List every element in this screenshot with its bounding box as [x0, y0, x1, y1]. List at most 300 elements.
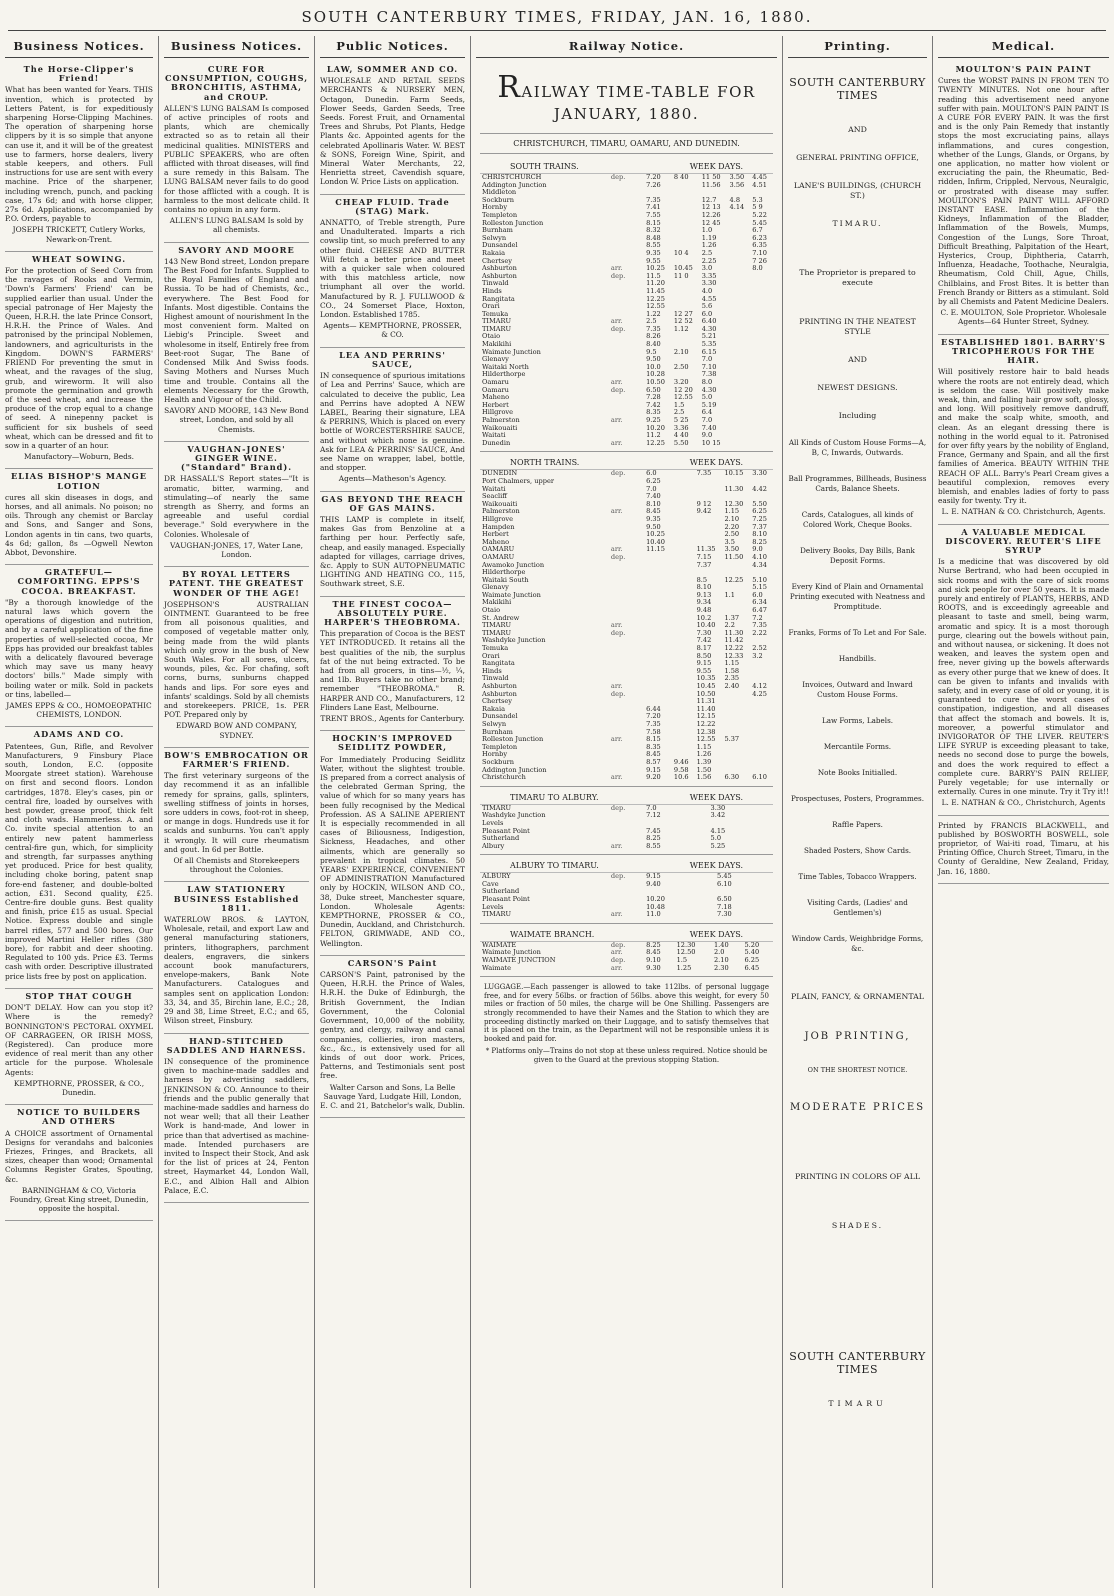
- advertisement: [164, 62, 309, 243]
- departure-time: 8.25: [646, 940, 661, 949]
- departure-time: 5.35: [701, 340, 717, 349]
- departure-time: [750, 364, 773, 372]
- printing-title: SOUTH CANTERBURY TIMES: [789, 76, 926, 102]
- advertisement-body: CARSON'S Paint, patronised by the Queen, H.R.H. the Prince of Wales, H.R.H. the Duke of Edinburgh, the British Government, the Indian Government, the Colonial Government, 10,000 of the nobility, gentry, and clergy, railway and canal companies, collieries, iron masters, &c., &c., is extensively used for all kinds of out door work. Prices, Patterns, and Testimonials sent post free.: [320, 970, 465, 1081]
- printing-service-item: Handbills.: [838, 654, 877, 663]
- departure-time: 7.58: [646, 727, 661, 736]
- departure-time: 2.2: [724, 621, 735, 630]
- departure-time: 3.42: [710, 811, 726, 820]
- arr-dep: [609, 280, 644, 288]
- station-name: Hilderthorpe: [482, 370, 526, 379]
- departure-time: [644, 584, 672, 592]
- departure-time: [672, 493, 695, 501]
- timetable-row: [480, 812, 773, 820]
- departure-time: [672, 668, 695, 676]
- departure-time: 7.0: [646, 803, 657, 812]
- station-name: Herbert: [482, 530, 509, 539]
- departure-time: 10.6: [673, 773, 689, 782]
- station-name: Temuka: [482, 309, 509, 318]
- departure-time: 6.25: [646, 476, 661, 485]
- departure-time: 3.36: [673, 423, 689, 432]
- arr-dep: [609, 250, 644, 258]
- departure-time: [728, 341, 751, 349]
- departure-time: 12.25: [646, 438, 665, 447]
- departure-time: [728, 349, 751, 357]
- departure-time: [728, 235, 751, 243]
- departure-time: 11.5: [646, 271, 661, 280]
- departure-time: 5.10: [752, 575, 767, 584]
- advertisement: [320, 597, 465, 732]
- advertisement: [320, 62, 465, 195]
- departure-time: 3.30: [752, 469, 767, 478]
- arr-dep: [609, 197, 644, 205]
- timetable-row: [480, 599, 773, 607]
- timetable-row: [480, 881, 773, 889]
- timetable-row: [480, 721, 773, 729]
- printing-service-item: Raffle Papers.: [832, 820, 883, 829]
- printing-and: AND: [848, 125, 867, 134]
- arr-dep: [609, 212, 644, 220]
- departure-time: 1.22: [646, 309, 661, 318]
- printing-designs: NEWEST DESIGNS.: [817, 383, 898, 392]
- departure-time: [644, 660, 672, 668]
- advertisement-body: DR HASSALL'S Report states—"It is aromatic, bitter, warming, and stimulating—of nearly the same strength as Sherry, and forms an agreeable and useful cordial beverage." Sold everywhere in the Colonies. Wholesale of: [164, 474, 309, 539]
- advertisement-body: Printed by FRANCIS BLACKWELL, and published by BOSWORTH BOSWELL, sole proprietor, of Wai-iti road, Timaru, at his Printing Office, Church Street, Timaru, in the County of Geraldine, New Zealand, Friday, Jan. 16, 1880.: [938, 820, 1109, 876]
- departure-time: [644, 622, 672, 630]
- departure-time: [750, 349, 773, 357]
- timetable-row: [480, 402, 773, 410]
- station-name: Pleasant Point: [482, 826, 530, 835]
- station-name: Ashburton: [482, 682, 517, 690]
- departure-time: [728, 333, 751, 341]
- departure-time: [750, 706, 773, 714]
- station-name: Orari: [482, 302, 500, 311]
- advertisement-heading: ESTABLISHED 1801. BARRY'S TRICOPHEROUS FOR THE HAIR.: [941, 336, 1106, 366]
- departure-time: 8.45: [646, 948, 661, 957]
- departure-time: 7.35: [646, 719, 661, 728]
- arr-dep: [609, 364, 644, 372]
- departure-time: 5.0: [701, 393, 713, 402]
- advertisement: [320, 348, 465, 492]
- advertisement-signature: KEMPTHORNE, PROSSER, & CO., Dunedin.: [13, 1078, 145, 1097]
- arr-dep: dep.: [610, 552, 626, 561]
- masthead: [0, 0, 1114, 34]
- timetable-row: [480, 333, 773, 341]
- departure-time: 3.35: [701, 271, 717, 280]
- station-name: Levels: [482, 902, 504, 911]
- advertisement: [5, 1105, 153, 1221]
- departure-time: [750, 744, 773, 752]
- advertisement: [5, 727, 153, 988]
- departure-time: 7.35: [696, 469, 712, 478]
- advertisement-heading: HAND-STITCHED SADDLES AND HARNESS.: [166, 1035, 307, 1055]
- departure-time: [750, 296, 773, 304]
- column-business-notices: [0, 36, 158, 1588]
- advertisement-signature: L. E. NATHAN & CO. Christchurch, Agents.: [941, 507, 1106, 517]
- departure-time: [728, 318, 751, 326]
- departure-time: 6.35: [752, 241, 767, 250]
- timetable-row: [480, 258, 773, 266]
- departure-time: [672, 698, 695, 706]
- station-name: Hinds: [482, 286, 502, 295]
- printing-moderate: MODERATE PRICES: [789, 1102, 926, 1113]
- departure-time: 7.12: [646, 811, 661, 820]
- timetable-row: [480, 280, 773, 288]
- departure-time: 7 26: [752, 256, 767, 265]
- departure-time: 2.0: [713, 948, 725, 957]
- departure-time: 9.30: [646, 963, 661, 972]
- printing-service-item: Prospectuses, Posters, Programmes.: [790, 794, 925, 803]
- departure-time: 8.17: [696, 644, 712, 653]
- departure-time: 8.15: [646, 735, 661, 744]
- advertisement: [164, 567, 309, 748]
- departure-time: 8.35: [646, 408, 661, 417]
- timetable-row: [480, 698, 773, 706]
- departure-time: 8.40: [646, 340, 661, 349]
- departure-time: 7.38: [701, 370, 717, 379]
- departure-time: 7.0: [701, 416, 713, 424]
- timaru-albury-block: [480, 791, 773, 856]
- station-name: WAIMATE: [482, 940, 517, 949]
- departure-time: [728, 432, 751, 440]
- departure-time: 12.7: [701, 195, 717, 204]
- station-name: Ashburton: [482, 264, 517, 273]
- advertisement-body: What has been wanted for Years. THIS invention, which is protected by Letters Patent, is for expeditiously sharpening Horse-Clipping Machines. The operation of sharpening horse clippers by it is so simple that anyone can use it, and it will be of the greatest use to farmers, horse dealers, livery stable keepers, and others. Full instructions for use are sent with every machine. Price of the sharpener, including wrench, punch, and packing case, 17s 6d; and with horse clipper, 27s 6d. Applications, accompanied by P.O. Orders, payable to: [5, 85, 153, 224]
- advertisement-signature: Of all Chemists and Storekeepers throughout the Colonies.: [173, 856, 300, 875]
- departure-time: 9.13: [696, 590, 712, 599]
- departure-time: 10.40: [646, 537, 665, 546]
- departure-time: [672, 607, 695, 615]
- departure-time: 4.0: [701, 286, 713, 295]
- departure-time: 3.0: [701, 264, 713, 273]
- station-name: Oamaru: [482, 378, 509, 387]
- departure-time: [750, 417, 773, 425]
- departure-time: [750, 379, 773, 387]
- departure-time: 7.0: [701, 355, 713, 364]
- arr-dep: [609, 759, 644, 767]
- advertisement-signature: VAUGHAN-JONES, 17, Water Lane, London.: [170, 540, 303, 559]
- departure-time: 1.37: [724, 613, 740, 622]
- advertisement-heading: The Horse-Clipper's Friend!: [23, 64, 135, 84]
- timetable-row: [480, 250, 773, 258]
- departure-time: 7.35: [752, 621, 767, 630]
- departure-time: 7.45: [646, 826, 661, 835]
- departure-time: 12.50: [676, 948, 696, 957]
- departure-time: [750, 721, 773, 729]
- timetable-row: [480, 265, 773, 273]
- departure-time: 8.25: [752, 537, 767, 546]
- departure-time: [672, 599, 695, 607]
- departure-time: 10.45: [673, 264, 693, 273]
- departure-time: 11.42: [724, 636, 744, 645]
- arr-dep: [609, 828, 644, 836]
- station-name: Ashburton: [482, 689, 517, 698]
- departure-time: 10.20: [646, 423, 665, 432]
- departure-time: [672, 539, 695, 547]
- departure-time: 4.55: [701, 294, 717, 303]
- printing-service-item: Invoices, Outward and Inward Custom House Forms.: [802, 680, 913, 699]
- departure-time: [672, 721, 695, 729]
- departure-time: 12.15: [696, 712, 716, 721]
- departure-time: [672, 584, 695, 592]
- station-name: Hampden: [482, 522, 515, 531]
- departure-time: [672, 220, 700, 228]
- departure-time: [672, 516, 695, 524]
- departure-time: 3.50: [724, 545, 740, 554]
- arr-dep: arr.: [610, 378, 623, 387]
- departure-time: 7.55: [646, 210, 661, 219]
- printing-foot-town: TIMARU: [828, 1399, 887, 1408]
- station-name: Sutherland: [482, 834, 520, 843]
- departure-time: [644, 653, 672, 661]
- advertisement-body: For the protection of Seed Corn from the ravages of Rooks and Vermin, 'Down's Farmers' Friend' can be supplied earlier than usual. Under the special patronage of Her Majesty the Queen, H.R.H. the late Prince Consort, H.R.H. the Prince of Wales. And patronised by the principal Noblemen, landowners, and agriculturists in the Kingdom. DOWN'S FARMERS' FRIEND For preventing the smut in wheat, and the ravages of the slug, grub, and wireworm. It will also promote the germination and growth of the seed wheat, and increase the produce of the crop equal to a change of seed. A ninepenny packet is sufficient for six bushels of seed wheat, which can be dressed and fit to sow in a quarter of an hour.: [5, 266, 153, 450]
- advertisement-body: WATERLOW BROS. & LAYTON, Wholesale, retail, and export Law and general manufacturing stationers, printers, lithographers, parchment dealers, engravers, die sinkers account book manufacturers, envelope-makers, Bank Note Manufacturers. Catalogues and samples sent on application London: 33, 34, and 35, Birchin lane, E.C.; 28, 29 and 38, Lime Street, E.C.; and 65, Wilson street, Finsbury.: [164, 915, 309, 1026]
- station-name: Seacliff: [482, 492, 507, 501]
- departure-time: 7.30: [696, 628, 712, 637]
- departure-time: 8.48: [646, 233, 661, 242]
- departure-time: [672, 645, 695, 653]
- departure-time: 11.40: [696, 704, 716, 713]
- station-name: Hinds: [482, 666, 502, 675]
- arr-dep: dep.: [610, 803, 626, 812]
- departure-time: [728, 417, 751, 425]
- departure-time: [672, 637, 695, 645]
- arr-dep: [609, 660, 644, 668]
- arr-dep: [609, 493, 644, 501]
- departure-time: 7.28: [646, 393, 661, 402]
- station-name: WAIMATE JUNCTION: [482, 956, 556, 965]
- column-heading: Public Notices.: [320, 36, 465, 58]
- departure-time: 9.35: [646, 248, 661, 257]
- departure-time: [728, 311, 751, 319]
- departure-time: 1.0: [701, 226, 713, 235]
- advertisement-signature: L. E. NATHAN & CO., Christchurch, Agents: [941, 798, 1106, 808]
- departure-time: [672, 296, 700, 304]
- advertisement-body: Is a medicine that was discovered by old Nurse Bertrand, who had been occupied in sick rooms and with the care of sick rooms and sick people for over 50 years. It is made purely and entirely of PLANTS, HERBS, AND ROOTS, and is exceedingly agreeable and pleasant to taste and smell, being warm, aromatic and spicy. It is a most thorough purge, clearing out the bowels without pain, and without nausea, or sickening. It does not weaken, and leaves the system open and free, never giving up the bowels afterwards as every other purge that we knew of does. It can be given to infants and invalids with safety, and in every case of old or young, it is guaranteed to cure the worst cases of constipation, indigestion, and all diseases that affect the stomach and bowels. It is, moreover, a powerful stimulator and INVIGORATOR OF THE LIVER. REUTER'S LIFE SYRUP is exceeding pleasant to take, needs no second dose to purge the bowels, and does the work required to effect a complete cure. BARRY'S PAIN RELIEF, Purely vegetable; for use internally or externally. Cures in one minute. Try it Try it!!: [938, 557, 1109, 797]
- timetable-row: [480, 911, 773, 919]
- arr-dep: [609, 531, 644, 539]
- departure-time: 7.0: [646, 484, 657, 493]
- advertisement-body: WHOLESALE AND RETAIL SEEDS MERCHANTS & NURSERY MEN, Octagon, Dunedin. Farm Seeds, Flower Seeds, Garden Seeds, Tree Seeds. Forest Fruit, and Ornamental Trees and Shrubs, Pot Plants, Hedge Plants &c. Appointed agents for the celebrated Apollinaris Water. W. BEST & SONS, Foreign Wine, Spirit, and Mineral Water Merchants, 22, Henrietta street, Cavendish square, London W. Price Lists on application.: [320, 76, 465, 187]
- departure-time: 9.15: [696, 659, 712, 668]
- printing-service-item: Ball Programmes, Billheads, Business Cards, Balance Sheets.: [788, 474, 927, 493]
- departure-time: 9.40: [646, 879, 661, 888]
- arr-dep: [609, 668, 644, 676]
- timetable-row: [480, 828, 773, 836]
- departure-time: 6.10: [717, 879, 732, 888]
- departure-time: 9.55: [646, 256, 661, 265]
- timetable-row: [480, 417, 773, 425]
- departure-time: [672, 197, 700, 205]
- advertisement-body: DON'T DELAY. How can you stop it? Where is the remedy? BONNINGTON'S PECTORAL OXYMEL OF CARRAGEEN, OR IRISH MOSS, (Registered). Can produce more evidence of real merit than any other article for the purpose. Wholesale Agents:: [5, 1003, 153, 1077]
- departure-time: 6.47: [752, 606, 767, 615]
- arr-dep: dep.: [610, 324, 626, 333]
- advertisement-heading: A VALUABLE MEDICAL DISCOVERY. REUTER'S LIFE SYRUP: [945, 526, 1102, 555]
- departure-time: [672, 333, 700, 341]
- departure-time: [728, 394, 751, 402]
- departure-time: 1.40: [713, 940, 729, 949]
- departure-time: 7.35: [646, 195, 661, 204]
- departure-time: 6.25: [744, 956, 760, 965]
- departure-time: [672, 729, 695, 737]
- departure-time: 12.30: [676, 940, 696, 949]
- departure-time: 10.50: [646, 378, 665, 387]
- departure-time: [728, 258, 751, 266]
- departure-time: 7.10: [701, 362, 717, 371]
- timetable-title: RAILWAY TIME-TABLE FOR JANUARY, 1880.: [497, 70, 756, 123]
- departure-time: 9.46: [673, 757, 689, 766]
- advertisement-heading: ELIAS BISHOP'S MANGE LOTION: [10, 471, 148, 491]
- north-trains-table: [480, 470, 773, 781]
- departure-time: 6.50: [646, 385, 661, 394]
- arr-dep: [609, 220, 644, 228]
- advertisement-signature: JOSEPH TRICKETT, Cutlery Works, Newark-on-Trent.: [12, 225, 146, 244]
- departure-time: [750, 409, 773, 417]
- advertisement-body: JOSEPHSON'S AUSTRALIAN OINTMENT. Guaranteed to be free from all poisonous qualities, and composed of vegetable matter only, being made from the wild plants which only grow in the bush of New South Wales. For all sores, ulcers, wounds, piles, &c. For chafing, soft corns, burns, sunburns chapped hands and lips. For sore eyes and infants' scaldings. Sold by all chemists and storekeepers. PRICE, 1s. PER POT. Prepared only by: [164, 599, 309, 720]
- departure-time: 7.42: [646, 400, 661, 409]
- departure-time: 8.32: [646, 226, 661, 235]
- departure-time: 5.50: [673, 438, 689, 447]
- station-name: OAMARU: [482, 552, 515, 561]
- departure-time: 7.37: [752, 522, 767, 531]
- departure-time: [722, 759, 750, 767]
- departure-time: 11.56: [701, 180, 721, 189]
- departure-time: [750, 288, 773, 296]
- advertisement-heading: CHEAP FLUID. Trade (STAG) Mark.: [335, 196, 450, 216]
- departure-time: 1.39: [696, 757, 712, 766]
- departure-time: [672, 622, 695, 630]
- departure-time: [750, 273, 773, 281]
- timetable-row: [480, 182, 773, 190]
- arr-dep: [609, 562, 644, 570]
- arr-dep: [609, 744, 644, 752]
- station-name: Orari: [482, 651, 500, 660]
- arr-dep: [609, 645, 644, 653]
- advertisement-body: ALLEN'S LUNG BALSAM Is composed of active principles of roots and plants, which are chemically extracted so as to retain all their medicinal qualities. MINISTERS and PUBLIC SPEAKERS, who are often afflicted with throat diseases, will find a sure remedy in this Balsam. The LUNG BALSAM never fails to do good for those afflicted with a cough. It is harmless to the most delicate child. It contains no opium in any form.: [164, 103, 309, 215]
- departure-time: 12.55: [696, 735, 716, 744]
- departure-time: 2.20: [724, 522, 740, 531]
- advertisement-heading: THE FINEST COCOA—ABSOLUTELY PURE. HARPER'S THEOBROMA.: [324, 598, 461, 627]
- departure-time: 12 45: [701, 218, 721, 227]
- timetable-row: [480, 577, 773, 585]
- printing-service-item: Visiting Cards, (Ladies' and Gentlemen's): [807, 898, 908, 917]
- departure-time: [722, 744, 750, 752]
- advertisement-body: ANNATTO, of Treble strength, Pure and Unadulterated. Imparts a rich cowslip tint, so much preferred to any other fluid. CHEESE AND BUTTER Will fetch a better price and meet with a quicker sale when coloured with this matchless article, now triumphant all over the world. Manufactured by R. J. FULLWOOD & CO., 24 Somerset Place, Hoxton, London. Established 1785.: [320, 218, 465, 320]
- station-name: Burnham: [482, 727, 513, 736]
- departure-time: [644, 668, 672, 676]
- departure-time: [722, 706, 750, 714]
- departure-time: [728, 273, 751, 281]
- departure-time: 7.25: [752, 514, 767, 523]
- advertisement: [938, 816, 1109, 884]
- departure-time: 7.18: [717, 902, 732, 911]
- printing-town: TIMARU.: [832, 219, 883, 228]
- departure-time: [672, 280, 700, 288]
- departure-time: 7.40: [701, 423, 717, 432]
- arr-dep: [609, 751, 644, 759]
- departure-time: [722, 721, 750, 729]
- departure-time: 12.22: [724, 644, 744, 653]
- arr-dep: [609, 402, 644, 410]
- departure-time: [644, 592, 672, 600]
- departure-time: 2.52: [752, 644, 767, 653]
- departure-time: [722, 599, 750, 607]
- departure-time: 6.4: [701, 408, 713, 417]
- timetable-row: [480, 744, 773, 752]
- printing-service-item: Note Books Initialled.: [817, 768, 898, 777]
- departure-time: [672, 288, 700, 296]
- departure-time: 8.10: [752, 530, 767, 539]
- platform-notice: * Platforms only—Trains do not stop at these unless required. Notice should be given to the Guard at the previous stopping Station.: [485, 1047, 768, 1064]
- column-business-notices-2: [158, 36, 314, 1588]
- departure-time: 1.12: [673, 324, 689, 333]
- departure-time: 2.30: [713, 963, 729, 972]
- station-name: Hornby: [482, 750, 508, 759]
- departure-time: 10.28: [646, 370, 665, 379]
- arr-dep: [609, 394, 644, 402]
- arr-dep: dep.: [610, 469, 626, 478]
- departure-time: 8.57: [646, 757, 661, 766]
- departure-time: 4.25: [752, 689, 767, 698]
- departure-time: [672, 554, 695, 562]
- advertisement-heading: HOCKIN'S IMPROVED SEIDLITZ POWDER,: [332, 733, 453, 753]
- departure-time: 2.5: [673, 408, 685, 417]
- departure-time: [695, 478, 723, 486]
- arr-dep: [609, 698, 644, 706]
- timetable-row: [480, 318, 773, 326]
- week-days-label: WEEK DAYS.: [689, 162, 743, 171]
- arr-dep: [609, 599, 644, 607]
- departure-time: [695, 486, 723, 494]
- station-name: Oamaru: [482, 385, 509, 394]
- arr-dep: [609, 333, 644, 341]
- departure-time: 1.1: [724, 590, 735, 599]
- arr-dep: dep.: [610, 872, 626, 881]
- departure-time: 4.10: [752, 552, 767, 561]
- departure-time: 2.35: [724, 674, 740, 683]
- station-name: Hillgrove: [482, 514, 514, 523]
- advertisement-heading: CARSON'S Paint: [347, 957, 438, 968]
- departure-time: [672, 592, 695, 600]
- advertisement-signature: Manufactory—Woburn, Beds.: [24, 452, 134, 462]
- north-trains-heading: NORTH TRAINS.: [510, 458, 580, 468]
- departure-time: [728, 212, 751, 220]
- advertisement-heading: CURE FOR CONSUMPTION, COUGHS, BRONCHITIS, ASTHMA, and CROUP.: [164, 64, 309, 102]
- departure-time: [728, 425, 751, 433]
- advertisement: [164, 748, 309, 883]
- luggage-notice: LUGGAGE.—Each passenger is allowed to take 112lbs. of personal luggage free, and for every 56lbs. or fraction of 56lbs. above this weight, for every 50 miles or fraction of 50 miles, the charge will be One Shilling. Passengers are strongly recommended to have their Names and the Station to which they are proceeding distinctly marked on their Luggage, and to satisfy themselves that it is placed on the train, as the Department will not be responsible unless it is booked and paid for.: [484, 983, 769, 1043]
- departure-time: 4.12: [752, 682, 767, 690]
- printing-foot-title: SOUTH CANTERBURY TIMES: [789, 1350, 926, 1376]
- advertisement: [320, 731, 465, 956]
- departure-time: 10.25: [646, 530, 665, 539]
- departure-time: [672, 577, 695, 585]
- departure-time: [728, 440, 751, 448]
- station-name: Waitaki North: [482, 362, 529, 371]
- departure-time: [722, 691, 750, 699]
- advertisement-body: IN consequence of spurious imitations of Lea and Perrins' Sauce, which are calculated to deceive the public, Lea and Perrins have adopted A NEW LABEL, Bearing their signature, LEA & PERRINS, Which is placed on every bottle of WORCESTERSHIRE SAUCE, and without which none is genuine. Ask for LEA & PERRINS' SAUCE, And see Name on wrapper, label, bottle, and stopper.: [320, 371, 465, 473]
- advertisement-heading: STOP THAT COUGH: [25, 990, 133, 1001]
- timetable-row: [480, 486, 773, 494]
- departure-time: 7.15: [696, 552, 712, 561]
- departure-time: 9.34: [696, 598, 712, 607]
- advertisement-signature: SAVORY AND MOORE, 143 New Bond street, London, and sold by all Chemists.: [164, 406, 309, 434]
- departure-time: 7.35: [646, 324, 661, 333]
- departure-time: 1.50: [696, 765, 712, 774]
- station-name: OAMARU: [482, 545, 515, 554]
- departure-time: [672, 478, 695, 486]
- departure-time: 9.15: [646, 872, 661, 881]
